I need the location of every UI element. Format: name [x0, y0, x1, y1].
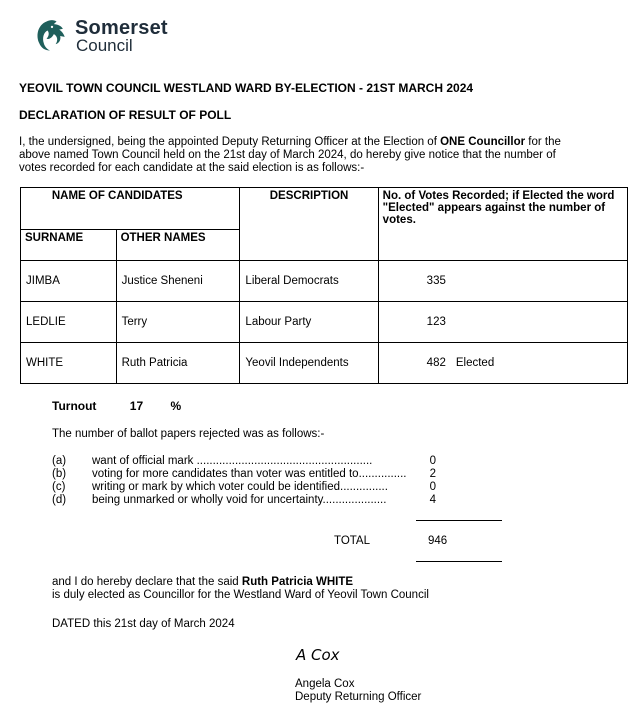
officer-title: Deputy Returning Officer — [295, 691, 422, 703]
logo-name: Somerset — [75, 17, 168, 39]
rejected-item: (d) being unmarked or wholly void for uncertainty.................... 4 — [52, 494, 436, 506]
surname-cell: JIMBA — [21, 261, 117, 302]
other-names-cell: Ruth Patricia — [116, 343, 240, 384]
description-cell: Labour Party — [240, 302, 378, 343]
header-other-names: OTHER NAMES — [116, 230, 240, 261]
header-votes: No. of Votes Recorded; if Elected the word "Elected" appears against the number of votes. — [378, 188, 627, 261]
total-value: 946 — [428, 535, 448, 547]
total-divider-bottom — [416, 561, 502, 562]
page-subtitle: DECLARATION OF RESULT OF POLL — [19, 108, 232, 122]
other-names-cell: Terry — [116, 302, 240, 343]
description-cell: Yeovil Independents — [240, 343, 378, 384]
total-label: TOTAL — [334, 535, 370, 547]
description-cell: Liberal Democrats — [240, 261, 378, 302]
rejected-item: (b) voting for more candidates than voter was entitled to............... 2 — [52, 468, 436, 480]
table-row — [21, 343, 628, 384]
header-surname: SURNAME — [21, 230, 117, 261]
votes-cell: 335 — [378, 261, 627, 302]
surname-cell: LEDLIE — [21, 302, 117, 343]
results-table — [20, 187, 628, 384]
table-row — [21, 302, 628, 343]
signature: A Cox — [296, 646, 340, 664]
header-name-of-candidates: NAME OF CANDIDATES — [21, 188, 240, 230]
rejected-intro: The number of ballot papers rejected was as follows:- — [52, 428, 325, 440]
votes-cell: 482 Elected — [378, 343, 627, 384]
votes-cell: 123 — [378, 302, 627, 343]
dated-line: DATED this 21st day of March 2024 — [52, 618, 235, 630]
header-description: DESCRIPTION — [240, 188, 378, 261]
table-row — [21, 261, 628, 302]
page-title: YEOVIL TOWN COUNCIL WESTLAND WARD BY-ELECTION - 21ST MARCH 2024 — [19, 81, 474, 95]
total-divider-top — [416, 520, 502, 521]
rejected-item: (c) writing or mark by which voter could be identified............... 0 — [52, 481, 436, 493]
officer-block — [295, 678, 421, 704]
elected-candidate-name: Ruth Patricia WHITE — [241, 576, 354, 588]
rejected-item: (a) want of official mark ....................................................... 0 — [52, 455, 436, 467]
dragon-logo-icon — [32, 16, 72, 56]
other-names-cell: Justice Sheneni — [116, 261, 240, 302]
turnout-label: Turnout — [52, 399, 97, 413]
turnout-row — [52, 399, 181, 413]
turnout-unit: % — [170, 399, 182, 413]
elected-label: Elected — [455, 357, 495, 369]
logo-sub: Council — [76, 36, 133, 55]
intro-text: I, the undersigned, being the appointed Deputy Returning Officer at the Election of ONE Councillor for the above named Town Council held on the 21st day of March 2024, do hereby give notice that the number of votes recorded for each candidate at the said election is as follows:- — [19, 136, 561, 174]
officer-name: Angela Cox — [295, 678, 355, 690]
surname-cell: WHITE — [21, 343, 117, 384]
declaration-text: and I do hereby declare that the said Ruth Patricia WHITE is duly elected as Councillor for the Westland Ward of Yeovil Town Council — [52, 576, 429, 601]
turnout-value: 17 — [129, 399, 144, 413]
